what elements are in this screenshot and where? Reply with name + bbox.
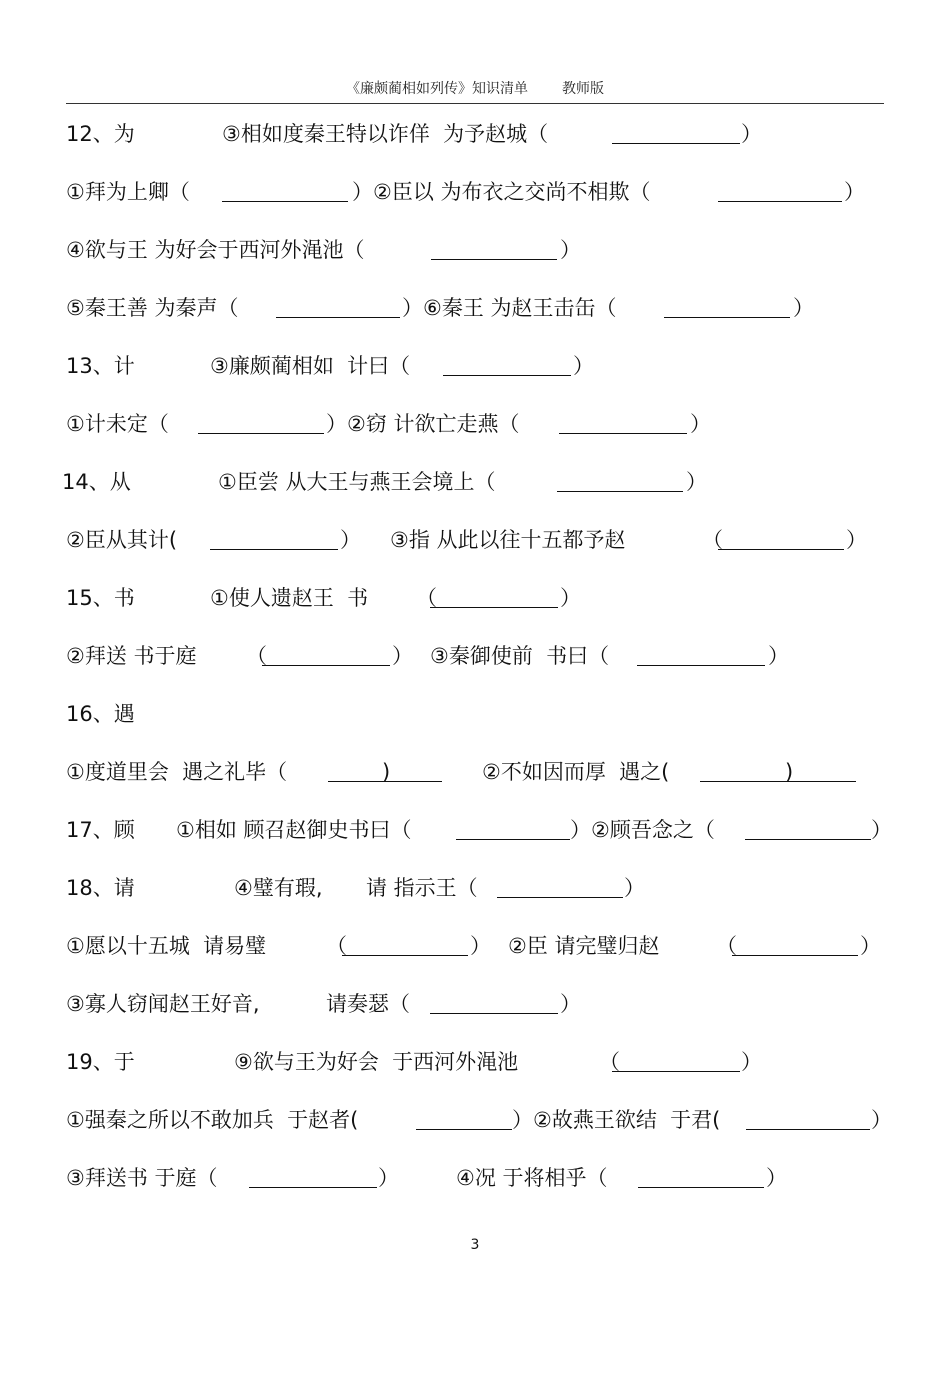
answer-blank[interactable] xyxy=(443,351,571,384)
question-text: ） xyxy=(846,528,867,552)
question-text: ） xyxy=(340,528,361,552)
answer-blank[interactable] xyxy=(612,119,740,152)
answer-blank[interactable] xyxy=(612,1047,740,1080)
question-text: 请奏瑟（ xyxy=(326,992,410,1016)
question-text: ） xyxy=(768,644,789,668)
question-text: ） xyxy=(690,412,711,436)
answer-blank[interactable] xyxy=(430,583,558,616)
answer-blank[interactable] xyxy=(559,409,687,442)
question-text: ） xyxy=(470,934,491,958)
question-text: ②拜送 书于庭 xyxy=(66,644,197,668)
item-number: 19、于 xyxy=(66,1050,135,1074)
question-text: （ xyxy=(599,1050,620,1074)
answer-blank[interactable] xyxy=(262,641,390,674)
question-text: ①愿以十五城 请易璧 xyxy=(66,934,267,958)
item-15-row-2 xyxy=(0,641,789,671)
question-text: ) xyxy=(382,760,391,784)
question-text: ） xyxy=(573,354,594,378)
question-text: ） xyxy=(844,180,865,204)
question-text: ②不如因而厚 遇之( xyxy=(482,760,670,784)
item-12-row-1 xyxy=(0,119,762,149)
question-text: ） xyxy=(871,1108,892,1132)
question-text: ④璧有瑕, xyxy=(234,876,323,900)
answer-blank[interactable] xyxy=(342,931,468,964)
item-18-row-3 xyxy=(0,989,581,1019)
item-14-row-2 xyxy=(0,525,867,555)
answer-blank[interactable] xyxy=(700,757,856,790)
question-text: ③寡人窃闻赵王好音, xyxy=(66,992,260,1016)
page-number: 3 xyxy=(470,1237,480,1253)
item-12-row-3 xyxy=(0,235,581,265)
question-text: ） xyxy=(741,122,762,146)
item-17-row-1 xyxy=(0,815,892,845)
page-header xyxy=(0,78,950,98)
item-number: 18、请 xyxy=(66,876,135,900)
edition-label: 教师版 xyxy=(562,81,604,97)
answer-blank[interactable] xyxy=(431,235,557,268)
question-text: ） xyxy=(766,1166,787,1190)
question-text: ）②故燕王欲结 于君( xyxy=(512,1108,721,1132)
answer-blank[interactable] xyxy=(416,1105,512,1138)
question-text: ） xyxy=(686,470,707,494)
item-number: 13、计 xyxy=(66,354,135,378)
question-text: ）②顾吾念之（ xyxy=(570,818,715,842)
answer-blank[interactable] xyxy=(746,1105,870,1138)
question-text: ) xyxy=(785,760,794,784)
question-text: ⑤秦王善 为秦声（ xyxy=(66,296,239,320)
question-text: ⑨欲与王为好会 于西河外渑池 xyxy=(234,1050,519,1074)
question-text: ①度道里会 遇之礼毕（ xyxy=(66,760,288,784)
question-text: ②臣 请完璧归赵 xyxy=(508,934,660,958)
question-text: ③指 从此以往十五都予赵 xyxy=(390,528,626,552)
answer-blank[interactable] xyxy=(637,641,765,674)
question-text: ） xyxy=(860,934,881,958)
question-text: ） xyxy=(560,238,581,262)
item-number: 16、遇 xyxy=(66,702,135,726)
question-text: ①臣尝 从大王与燕王会境上（ xyxy=(218,470,496,494)
item-number: 17、顾 xyxy=(66,818,135,842)
question-text: ③秦御使前 书曰（ xyxy=(430,644,610,668)
item-14-row-1 xyxy=(0,467,707,497)
answer-blank[interactable] xyxy=(732,931,858,964)
answer-blank[interactable] xyxy=(497,873,623,906)
question-text: （ xyxy=(702,528,723,552)
question-text: ）⑥秦王 为赵王击缶（ xyxy=(402,296,617,320)
answer-blank[interactable] xyxy=(664,293,790,326)
item-number: 14、从 xyxy=(62,470,131,494)
answer-blank[interactable] xyxy=(456,815,570,848)
question-text: ①计未定（ xyxy=(66,412,169,436)
question-text: ①相如 顾召赵御史书曰（ xyxy=(176,818,412,842)
question-text: ）②臣以 为布衣之交尚不相欺（ xyxy=(352,180,651,204)
item-19-row-1 xyxy=(0,1047,762,1077)
question-text: ④况 于将相乎（ xyxy=(456,1166,608,1190)
question-text: ） xyxy=(793,296,814,320)
answer-blank[interactable] xyxy=(557,467,683,500)
answer-blank[interactable] xyxy=(198,409,324,442)
item-18-row-2 xyxy=(0,931,881,961)
answer-blank[interactable] xyxy=(276,293,400,326)
item-13-row-2 xyxy=(0,409,711,439)
item-number: 12、为 xyxy=(66,122,135,146)
question-text: ②臣从其计( xyxy=(66,528,178,552)
question-text: （ xyxy=(246,644,267,668)
answer-blank[interactable] xyxy=(718,525,844,558)
answer-blank[interactable] xyxy=(222,177,348,210)
question-text: ） xyxy=(741,1050,762,1074)
item-18-row-1 xyxy=(0,873,645,903)
item-15-row-1 xyxy=(0,583,581,613)
answer-blank[interactable] xyxy=(745,815,871,848)
question-text: ①使人遗赵王 书 xyxy=(210,586,369,610)
question-text: ）②窃 计欲亡走燕（ xyxy=(326,412,520,436)
question-text: ） xyxy=(392,644,413,668)
item-number: 15、书 xyxy=(66,586,135,610)
question-text: ） xyxy=(560,992,581,1016)
item-19-row-2 xyxy=(0,1105,892,1135)
item-19-row-3 xyxy=(0,1163,787,1193)
answer-blank[interactable] xyxy=(210,525,338,558)
question-text: 请 指示王（ xyxy=(366,876,478,900)
question-text: ①强秦之所以不敢加兵 于赵者( xyxy=(66,1108,359,1132)
answer-blank[interactable] xyxy=(718,177,842,210)
question-text: （ xyxy=(416,586,437,610)
answer-blank[interactable] xyxy=(249,1163,377,1196)
question-text: ） xyxy=(378,1166,399,1190)
question-text: ） xyxy=(560,586,581,610)
item-12-row-4 xyxy=(0,293,814,323)
answer-blank[interactable] xyxy=(638,1163,764,1196)
question-text: ） xyxy=(624,876,645,900)
question-text: ③拜送书 于庭（ xyxy=(66,1166,218,1190)
item-16-row-2 xyxy=(0,757,794,787)
question-text: ①拜为上卿（ xyxy=(66,180,190,204)
question-text: ） xyxy=(871,818,892,842)
question-text: ③相如度秦王特以诈佯 为予赵城（ xyxy=(222,122,549,146)
question-text: （ xyxy=(326,934,347,958)
question-text: （ xyxy=(716,934,737,958)
question-text: ③廉颇蔺相如 计曰（ xyxy=(210,354,411,378)
header-rule xyxy=(66,103,884,104)
question-text: ④欲与王 为好会于西河外渑池（ xyxy=(66,238,365,262)
item-12-row-2 xyxy=(0,177,865,207)
document-title: 《廉颇蔺相如列传》知识清单 xyxy=(346,81,528,97)
answer-blank[interactable] xyxy=(430,989,558,1022)
item-16-row-1 xyxy=(0,699,135,729)
item-13-row-1 xyxy=(0,351,594,381)
